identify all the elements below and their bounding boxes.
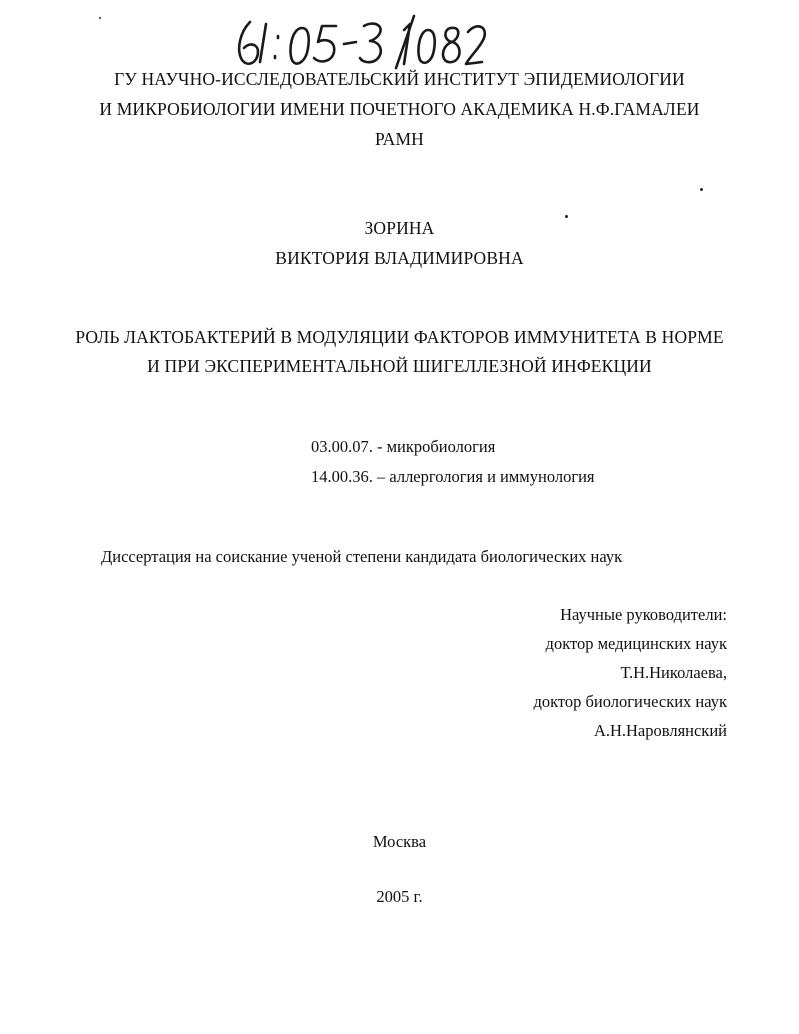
institution-line-3: РАМН xyxy=(375,129,424,149)
city: Москва xyxy=(372,832,427,851)
author-given-names: ВИКТОРИЯ ВЛАДИМИРОВНА xyxy=(275,248,524,268)
scan-speck xyxy=(700,188,703,191)
supervisor-2-name: А.Н.Наровлянский xyxy=(593,721,727,740)
specialty-code-1: 03.00.07. - микробиология xyxy=(311,437,496,456)
specialty-code-2: 14.00.36. – аллергология и иммунология xyxy=(311,467,595,486)
institution-line-1: ГУ НАУЧНО-ИССЛЕДОВАТЕЛЬСКИЙ ИНСТИТУТ ЭПИДЕМИОЛОГИИ xyxy=(114,69,685,89)
supervisor-2-degree: доктор биологических наук xyxy=(533,692,727,711)
supervisor-1-name: Т.Н.Николаева, xyxy=(620,663,727,682)
dissertation-title-line-1: РОЛЬ ЛАКТОБАКТЕРИЙ В МОДУЛЯЦИИ ФАКТОРОВ ИММУНИТЕТА В НОРМЕ xyxy=(75,327,724,347)
author-surname: ЗОРИНА xyxy=(364,218,435,238)
scan-speck xyxy=(99,17,101,19)
handwritten-archive-number xyxy=(232,10,492,72)
supervisor-1-degree: доктор медицинских наук xyxy=(545,634,727,653)
year: 2005 г. xyxy=(376,887,423,906)
supervisors-heading: Научные руководители: xyxy=(560,605,727,624)
dissertation-title-line-2: И ПРИ ЭКСПЕРИМЕНТАЛЬНОЙ ШИГЕЛЛЕЗНОЙ ИНФЕКЦИИ xyxy=(147,356,652,376)
institution-line-2: И МИКРОБИОЛОГИИ ИМЕНИ ПОЧЕТНОГО АКАДЕМИКА Н.Ф.ГАМАЛЕИ xyxy=(99,99,700,119)
dissertation-statement: Диссертация на соискание ученой степени кандидата биологических наук xyxy=(101,547,623,566)
